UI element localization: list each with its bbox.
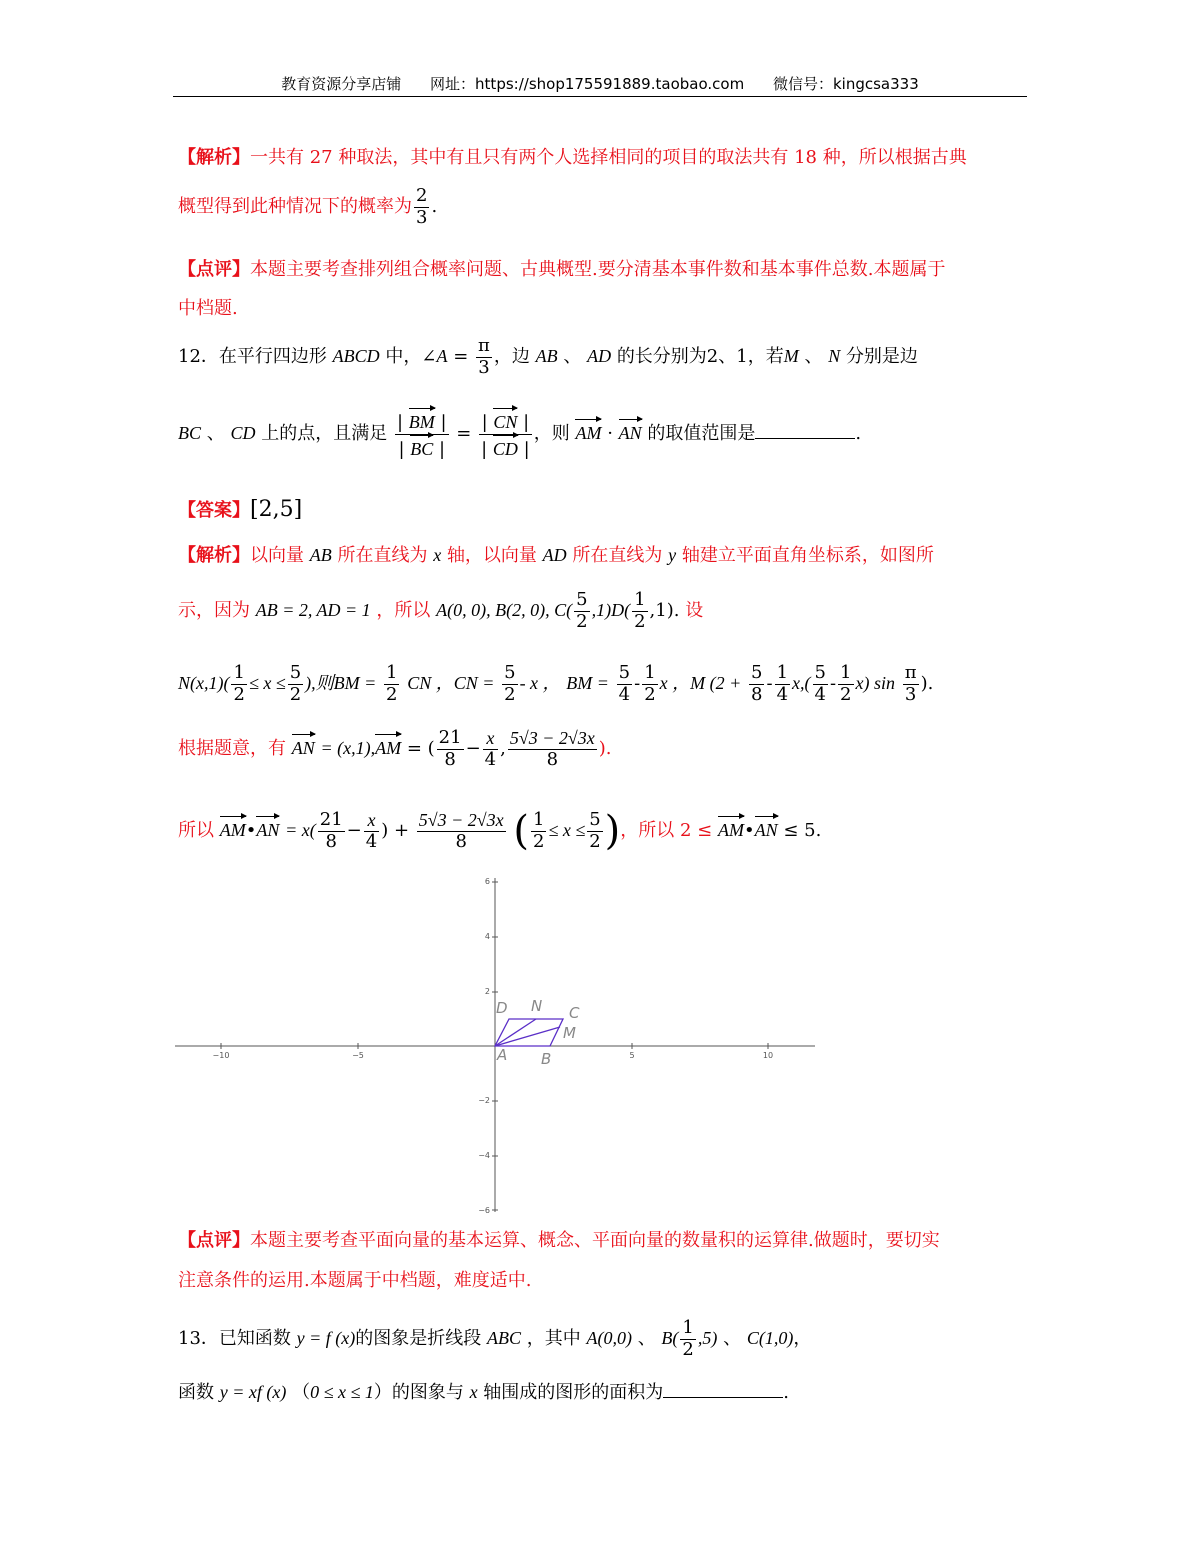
minus: - [766,673,773,695]
q12-eq: = [453,346,469,368]
q12-text: 的长分别为2、1，若 [616,346,784,368]
x-open: = x( [285,820,316,840]
num: 1 [776,662,789,683]
num: 21 [319,808,343,830]
q12-bc: BC [178,423,202,444]
q13-line1 [178,1318,811,1360]
vec-am: AM [220,816,246,841]
q12-line2: BC 、 CD 上的点，且满足 $\frac{| BM |}{| BC |}$ = $\frac{| CN |}{| CD |}$ ，则 AM · AN 的取值范围是 . [178,408,861,460]
q12-text: 中，∠ [385,346,437,368]
num: 5 [751,662,763,683]
header-url: 网址：https://shop175591889.taobao.com [430,75,745,93]
an-value: = (x,1), [320,738,376,759]
y-tick-label: −4 [478,1151,490,1160]
vec-am: AM [718,816,744,841]
analysis-points: ,1)D( [591,600,631,621]
frac [680,1318,695,1360]
analysis-text: ，所以 2 ≤ [620,820,713,841]
analysis-x: x [433,545,442,565]
am-open: = ( [406,738,435,760]
frac [838,663,853,705]
den: 8 [417,831,506,853]
answer-value: [2,5] [250,497,303,522]
comma: , [500,738,506,760]
answer-blank [663,1397,783,1398]
vec-an: AN [755,816,778,841]
den: 2 [589,830,601,852]
analysis-line4 [178,728,612,770]
bm-eq: BM = [333,673,377,694]
frac [417,810,506,852]
den: 2 [682,1338,694,1360]
minus: − [465,738,481,760]
q12-ab: AB [535,346,558,367]
q12-text: 上的点，且满足 [261,423,388,445]
x-tick-label: −5 [352,1051,364,1060]
then: ),则 [305,673,334,694]
comment-tag: 【点评】 [178,259,250,280]
analysis-ab: AB [309,545,332,565]
close: ). [920,673,934,695]
coordinate-figure [170,872,820,1217]
one-half [632,590,647,632]
ineq: ≤ x ≤ [548,820,586,840]
y-tick-label: −6 [478,1206,490,1215]
q13-text: （ [292,1382,311,1403]
comment-line1 [178,1226,940,1252]
q13-text: ）的图象与 [373,1382,464,1403]
analysis-text: 设 [685,600,704,622]
num: 1 [233,662,245,683]
vec-bm: BM [409,408,435,433]
analysis-text: 所在直线为 [337,545,428,566]
q13-text: 、 [637,1328,656,1350]
three: 3 [476,357,492,379]
q12-n: N [828,346,841,367]
q12-text: 、 [206,423,225,445]
cn-eq: CN ，CN = [407,673,495,694]
dot: • [744,820,755,841]
vec-am: AM [375,734,401,759]
frac [483,728,498,770]
probability-fraction [414,186,429,228]
prev-comment-text2: 中档题. [178,298,238,319]
q13-point-a: A(0,0) [586,1328,632,1349]
vec-an: AN [619,419,642,444]
q13-x: x [469,1382,478,1402]
q13-text: 轴围成的图形的面积为 [483,1382,664,1403]
prev-comment-line1 [178,255,945,281]
analysis-ad: AD [542,545,567,565]
frac [531,810,546,852]
analysis-line2 [178,590,703,632]
den: 2 [840,683,852,705]
cn-over-cd: $\frac{| CN |}{| CD |}$ [479,408,532,460]
analysis-text: 轴建立平面直角坐标系，如图所 [681,545,934,566]
q13-point-b: B( [661,1328,679,1349]
prev-analysis-text1: 一共有 27 种取法，其中有且只有两个人选择相同的项目的取法共有 18 种，所以根据古典 [250,147,967,168]
point-d-label: D [496,999,508,1017]
q13-text: ，其中 [526,1328,581,1350]
q12-text: ，边 [493,346,530,368]
q13-point-b: ,5) [697,1328,718,1349]
num: 5√3 − 2√3x [509,728,595,748]
prob-num: 2 [416,185,428,206]
vec-cd: CD [493,435,518,460]
frac [364,810,379,852]
comment-text1: 本题主要考查平面向量的基本运算、概念、平面向量的数量积的运算律.做题时，要切实 [250,1230,940,1251]
minus: - [829,673,837,695]
num: 1 [533,808,545,830]
den: 8 [318,831,345,853]
frac [642,663,657,705]
ineq: ≤ x ≤ [248,673,286,694]
q13-text: 已知函数 [218,1328,291,1350]
answer-line [178,496,302,522]
analysis-text: 示，因为 [178,600,250,622]
point-c-label: C [569,1004,580,1022]
x-sin: x) sin [855,673,895,694]
x-tick-label: 5 [629,1051,635,1060]
analysis-line3 [178,663,933,705]
analysis-text: ，所以 [376,600,431,622]
prev-comment-text1: 本题主要考查排列组合概率问题、古典概型.要分清基本事件数和基本事件总数.本题属于 [250,259,946,280]
frac [813,663,828,705]
frac [749,663,764,705]
point-m-label: M [563,1024,576,1042]
comment-text2: 注意条件的运用.本题属于中档题，难度适中. [178,1270,532,1291]
y-tick-label: 2 [484,987,490,996]
den: 8 [508,749,597,771]
analysis-points: A(0, 0), B(2, 0), C( [436,600,573,621]
minus-x: - x ， [519,673,561,694]
header-rule [173,96,1027,97]
segment-am [495,1027,560,1046]
den: 2 [504,683,516,705]
q13-func2: y = xf (x) [219,1382,287,1402]
den: 2 [634,610,646,632]
den: 8 [751,683,763,705]
num: 21 [438,727,462,748]
bm-over-bc: $\frac{| BM |}{| BC |}$ [395,408,449,460]
minus: − [346,820,362,841]
q12-text: ，则 [533,423,570,445]
comment-tag: 【点评】 [178,1230,250,1251]
q13-range: 0 ≤ x ≤ 1 [310,1382,374,1402]
q12-end: . [855,423,862,445]
analysis-tag: 【解析】 [178,545,250,566]
num: 1 [840,662,852,683]
frac [775,663,790,705]
x-tick-label: 10 [762,1051,774,1060]
q13-number: 13． [178,1328,219,1350]
num: 1 [682,1317,694,1338]
prev-analysis-text2: 概型得到此种情况下的概率为 [178,196,412,218]
dot: • [245,820,257,841]
prev-analysis-line1 [178,143,967,169]
den: 2 [233,683,245,705]
prev-comment-line2 [178,294,238,320]
y-tick-label: 6 [484,877,490,886]
analysis-points: ,1). [649,600,680,622]
frac [587,810,602,852]
close: ). [598,738,612,760]
den: 2 [533,830,545,852]
minus: - [634,673,641,695]
q12-line1 [178,336,918,378]
header-wechat: 微信号：kingcsa333 [772,75,919,93]
q13-text: ， [793,1328,812,1350]
header-shop: 教育资源分享店铺 [281,75,402,93]
comment-line2 [178,1266,531,1292]
analysis-text: 以向量 [250,545,304,566]
den: 2 [289,683,302,705]
plus: ) + [381,820,410,841]
page-header [0,73,1200,94]
num: 1 [644,662,656,683]
q12-text: 在平行四边形 [218,346,327,368]
pi-over-3 [476,336,492,378]
den: 3 [903,684,919,706]
q13-text: 、 [723,1328,742,1350]
segment-an [495,1019,536,1046]
frac [437,728,464,770]
point-a-label: A [497,1046,508,1064]
n-def: N(x,1)( [178,673,230,694]
answer-blank [755,438,855,439]
num: x [367,809,376,830]
q12-abcd: ABCD [332,346,380,367]
frac [384,663,399,705]
vec-an: AN [256,816,279,841]
analysis-line5: 所以 AM•AN = x( $\frac{21}{8}$ − $\frac{x}{4}$ ) + $\frac{5√3 - 2√3x}{8}$ ( $\frac{1}{2}$ ≤ x ≤ $\frac{5}{2}$ )，所以 2 ≤ AM•AN ≤ 5. [178,808,822,854]
q13-line2 [178,1378,789,1404]
x-comma: x,( [792,673,811,694]
num: 5 [814,662,826,683]
num: 5 [504,662,516,683]
num: x [486,728,495,748]
x-tick-label: −10 [212,1051,230,1060]
den: 4 [365,830,378,852]
answer-tag: 【答案】 [178,500,250,521]
frac [508,728,597,770]
y-tick-label: 4 [484,932,490,941]
num: 5 [576,589,588,610]
q12-text: 、 [804,346,823,368]
q13-text: 的图象是折线段 [355,1328,482,1350]
frac [231,663,246,705]
q13-abc: ABC [487,1328,521,1349]
num: 5 [589,808,601,830]
q12-cd: CD [230,423,256,444]
q12-text: 的取值范围是 [647,423,756,445]
num: 5 [618,662,631,683]
pi: π [478,335,490,356]
num: 1 [386,662,398,683]
m-def: x ，M (2 + [659,673,742,694]
den: 4 [618,683,631,705]
q12-m: M [783,346,799,367]
prev-analysis-line2: 概型得到此种情况下的概率为 $\frac{2}{3}$ . [178,185,438,228]
q12-number: 12． [178,346,219,368]
q12-a: A [436,346,448,367]
analysis-text: 轴，以向量 [446,545,537,566]
num: 1 [634,589,646,610]
analysis-text: 根据题意，有 [178,738,286,760]
analysis-tag: 【解析】 [178,147,250,168]
q13-end: . [783,1382,790,1403]
analysis-line1 [178,541,934,567]
bm-eq2: BM = [566,673,609,694]
analysis-text: 所在直线为 [572,545,663,566]
num: π [904,662,917,683]
num: 5 [289,662,302,683]
point-n-label: N [531,997,543,1015]
analysis-y: y [668,545,677,565]
frac [288,663,303,705]
q13-point-c: C(1,0) [746,1328,794,1349]
y-tick-label: −2 [478,1096,490,1105]
den: 2 [576,610,588,632]
prob-den: 3 [416,206,428,228]
den: 2 [386,683,398,705]
q12-text: 分别是边 [845,346,918,368]
den: 4 [776,683,789,705]
den: 8 [437,749,464,771]
point-b-label: B [541,1050,552,1068]
vec-an: AN [292,734,315,759]
den: 4 [814,683,826,705]
vec-cn: CN [493,408,517,433]
num: 5√3 − 2√3x [418,809,504,830]
q13-func: y = f (x) [296,1328,356,1349]
five-halves [574,590,589,632]
analysis-text: 所以 [178,820,214,841]
frac [617,663,632,705]
frac [502,663,517,705]
analysis-ab-ad: AB = 2, AD = 1 [255,600,371,621]
le-five: ≤ 5. [783,820,822,841]
pi-over-3 [903,663,919,705]
q12-ad: AD [587,346,612,367]
vec-am: AM [575,419,601,444]
q12-text: 、 [563,346,582,368]
q13-text: 函数 [178,1382,214,1403]
frac [318,810,345,852]
den: 2 [644,683,656,705]
den: 4 [484,748,497,770]
vec-bc: BC [410,435,433,460]
